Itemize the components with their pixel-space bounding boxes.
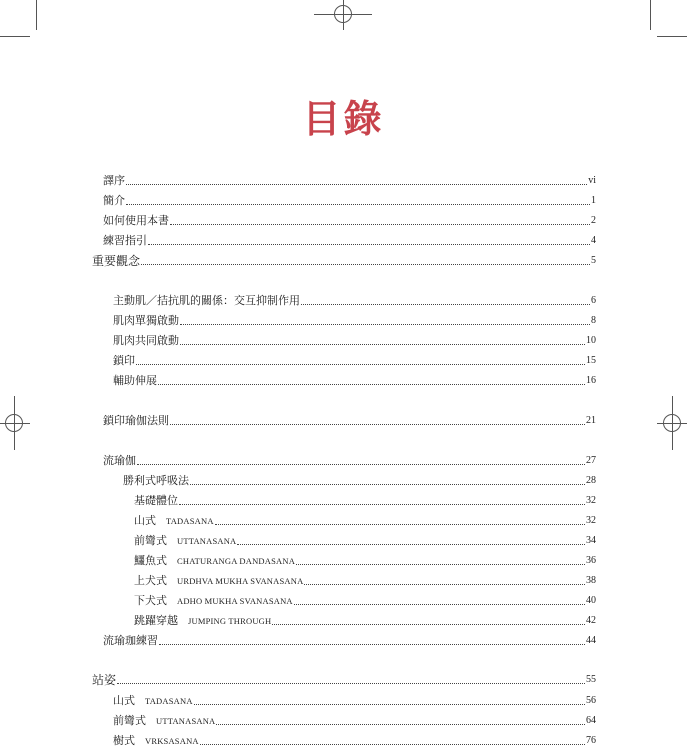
dot-leader	[190, 483, 585, 485]
toc-entry-page: 55	[586, 674, 596, 685]
toc-entry-label: 上犬式	[134, 575, 167, 587]
crop-mark	[650, 0, 651, 30]
toc-entry-label: 鎖印瑜伽法則	[103, 415, 169, 427]
dot-leader	[141, 263, 590, 265]
dot-leader	[304, 583, 585, 585]
toc-entry[interactable]	[103, 192, 596, 208]
toc-entry-label: 譯序	[103, 175, 125, 187]
toc-entry-label: 輔助伸展	[113, 375, 157, 387]
toc-entry-label: 鱷魚式	[134, 555, 167, 567]
toc-entry[interactable]	[92, 252, 596, 268]
toc-entry-page: 16	[586, 375, 596, 386]
dot-leader	[215, 523, 585, 525]
toc-entry[interactable]	[113, 692, 596, 708]
toc-entry[interactable]	[134, 492, 596, 508]
toc-entry-label: 勝利式呼吸法	[123, 475, 189, 487]
toc-entry[interactable]	[134, 592, 596, 608]
toc-entry-page: 40	[586, 595, 596, 606]
toc-entry-label: 重要觀念	[92, 254, 141, 268]
toc-entry-label: 基礎體位	[134, 495, 178, 507]
registration-mark	[5, 414, 23, 432]
toc-entry[interactable]	[134, 512, 596, 528]
toc-entry-label: 前彎式	[134, 535, 167, 547]
toc-entry-label: 樹式	[113, 735, 135, 747]
toc-entry-sanskrit: UTTANASANA	[156, 716, 216, 726]
toc-entry-page: 56	[586, 695, 596, 706]
toc-entry-page: 32	[586, 515, 596, 526]
toc-entry[interactable]	[134, 572, 596, 588]
toc-entry-page: 36	[586, 555, 596, 566]
toc-entry-sanskrit: CHATURANGA DANDASANA	[177, 556, 296, 566]
toc-entry-page: 15	[586, 355, 596, 366]
toc-entry-page: 32	[586, 495, 596, 506]
toc-entry-page: 2	[591, 215, 596, 226]
dot-leader	[137, 463, 585, 465]
toc-entry[interactable]	[134, 612, 596, 628]
dot-leader	[301, 303, 590, 305]
toc-entry-page: 42	[586, 615, 596, 626]
toc-entry-page: 1	[591, 195, 596, 206]
toc-entry-page: 34	[586, 535, 596, 546]
toc-entry-sanskrit: ADHO MUKHA SVANASANA	[177, 596, 293, 606]
toc-entry-page: 10	[586, 335, 596, 346]
toc-entry-page: 44	[586, 635, 596, 646]
toc-entry[interactable]	[92, 671, 596, 687]
dot-leader	[126, 183, 587, 185]
dot-leader	[158, 383, 585, 385]
dot-leader	[296, 563, 585, 565]
dot-leader	[194, 703, 585, 705]
dot-leader	[272, 623, 585, 625]
toc-entry-page: 6	[591, 295, 596, 306]
toc-entry-label: 練習指引	[103, 235, 147, 247]
toc-entry[interactable]	[103, 632, 596, 648]
toc-entry-label: 山式	[113, 695, 135, 707]
dot-leader	[126, 203, 590, 205]
dot-leader	[170, 423, 585, 425]
toc-entry[interactable]	[103, 412, 596, 428]
toc-entry[interactable]	[113, 352, 596, 368]
toc-entry-label: 肌肉單獨啟動	[113, 315, 179, 327]
toc-entry-page: vi	[588, 175, 596, 186]
dot-leader	[216, 723, 585, 725]
toc-entry-label: 如何使用本書	[103, 215, 169, 227]
dot-leader	[200, 743, 585, 745]
toc-entry-label: 簡介	[103, 195, 125, 207]
toc-entry[interactable]	[113, 292, 596, 308]
toc-entry-page: 5	[591, 255, 596, 266]
toc-entry-label: 站姿	[92, 673, 117, 687]
toc-entry[interactable]	[113, 712, 596, 728]
toc-entry-label: 山式	[134, 515, 156, 527]
toc-entry-sanskrit: JUMPING THROUGH	[188, 616, 272, 626]
registration-mark	[663, 414, 681, 432]
toc-entry[interactable]	[113, 332, 596, 348]
toc-entry-page: 21	[586, 415, 596, 426]
toc-entry[interactable]	[123, 472, 596, 488]
toc-entry-page: 64	[586, 715, 596, 726]
dot-leader	[180, 343, 585, 345]
toc-entry-sanskrit: TADASANA	[145, 696, 193, 706]
toc-entry-page: 38	[586, 575, 596, 586]
registration-mark	[334, 5, 352, 23]
toc-entry-label: 下犬式	[134, 595, 167, 607]
toc-entry-page: 28	[586, 475, 596, 486]
toc-entry[interactable]	[103, 172, 596, 188]
crop-mark	[657, 36, 687, 37]
toc-entry[interactable]	[113, 732, 596, 748]
toc-entry-page: 27	[586, 455, 596, 466]
toc-entry[interactable]	[103, 452, 596, 468]
toc-entry[interactable]	[113, 312, 596, 328]
toc-entry[interactable]	[103, 212, 596, 228]
toc-entry-label: 流瑜珈練習	[103, 635, 158, 647]
toc-entry-label: 前彎式	[113, 715, 146, 727]
dot-leader	[159, 643, 585, 645]
dot-leader	[180, 323, 590, 325]
toc-entry-sanskrit: URDHVA MUKHA SVANASANA	[177, 576, 304, 586]
toc-entry[interactable]	[134, 552, 596, 568]
toc-entry[interactable]	[113, 372, 596, 388]
toc-entry-page: 8	[591, 315, 596, 326]
crop-mark	[36, 0, 37, 30]
page-title: 目錄	[302, 97, 385, 141]
toc-entry-page: 76	[586, 735, 596, 746]
toc-entry-sanskrit: UTTANASANA	[177, 536, 237, 546]
toc-entry-sanskrit: VRKSASANA	[145, 736, 199, 746]
toc-entry-sanskrit: TADASANA	[166, 516, 214, 526]
dot-leader	[148, 243, 590, 245]
toc-entry-label: 鎖印	[113, 355, 135, 367]
dot-leader	[237, 543, 585, 545]
toc-entry[interactable]	[134, 532, 596, 548]
toc-entry-label: 流瑜伽	[103, 455, 136, 467]
dot-leader	[136, 363, 585, 365]
dot-leader	[179, 503, 585, 505]
toc-entry[interactable]	[103, 232, 596, 248]
toc-entry-page: 4	[591, 235, 596, 246]
dot-leader	[170, 223, 590, 225]
toc-entry-label: 肌肉共同啟動	[113, 335, 179, 347]
dot-leader	[294, 603, 585, 605]
dot-leader	[117, 682, 585, 684]
crop-mark	[0, 36, 30, 37]
toc-entry-label: 跳躍穿越	[134, 615, 178, 627]
toc-entry-label: 主動肌／拮抗肌的關係：交互抑制作用	[113, 295, 300, 307]
